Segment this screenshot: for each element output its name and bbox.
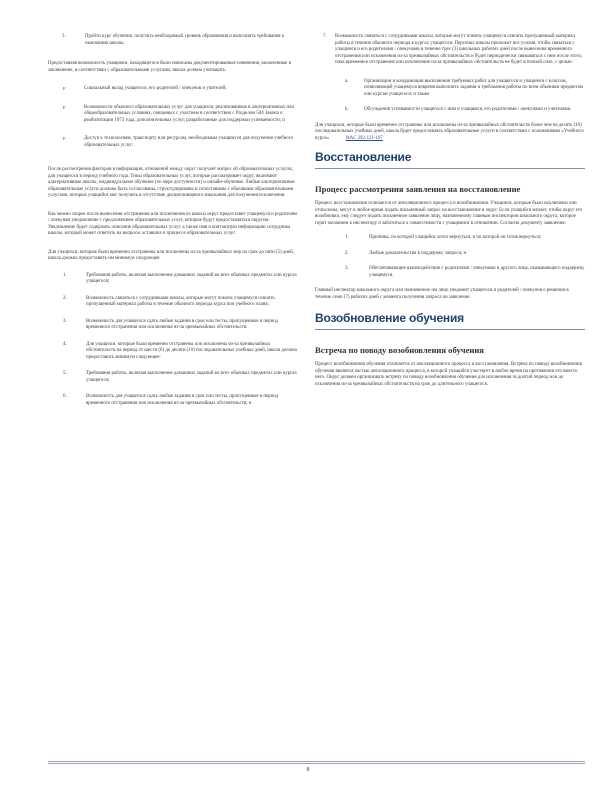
list-text: Для учащихся, которые были временно отстранены или исключены из-за чрезвычайных обстоятельств на период от шести (6) до десяти (10) последовательных учебных дней, школа должна предоставить минимум следующее: [86,341,297,360]
list-item [315,251,585,258]
list-text: Возможность для учащегося сдать любые задания в срок или тесты, пропущенные в период временного отстранения или исключения из-за чрезвычайных обстоятельств. [86,318,278,330]
bullet-item [48,86,298,93]
list-number: 3. [345,266,349,271]
list-text: Возможность для учащегося сдать любые задания в срок или тесты, пропущенные в период временного отстранения или исключения из-за чрезвычайных обстоятельств; и [86,394,278,406]
bullet-item [48,105,298,125]
paragraph [315,288,585,301]
list-letter: b. [345,107,349,112]
list-item [48,34,298,47]
bullet-mark: F [63,136,66,141]
list-number: 2. [63,295,67,301]
right-column [315,34,585,396]
list-text: Требования работы, включая выполнение домашних заданий во всех обычных предметах или курсах учащегося; [86,371,297,383]
list-number: 6. [63,394,67,399]
list-text: Требования работы, включая выполнение домашних заданий во всех обычных предметах или курсах учащегося; [86,272,297,284]
bullet-text: Доступ к технологиям, транспорту или ресурсам, необходимым учащемуся для получения учебного образовательных услуг. [84,136,294,148]
list-text: Любые доказательства в поддержку запроса; и [369,250,467,256]
paragraph [48,167,298,200]
paragraph-text: Процесс возобновления обучения отличается от апелляционного процесса и восстановления. Встреча по поводу возобновления обучения является частью апелляционного процесса, в которой учащийся участвует в любое время на протяжении его вместо него. Округ должен организовать встречу по поводу возобновления обучения для исключения за долгий период или до исключения из-за чрезвычайных обстоятельств на срок до длительного учащегося. [315,362,582,387]
list-text: Возможность связаться с сотрудниками школы, которые могут помочь учащемуся освоить пропущенный материал работы в течение обычного периода курса или учебного плана; [86,295,275,307]
list-number: 4. [63,341,67,347]
paragraph-text: Для учащихся, которые были временно отстранены или исключены из-за чрезвычайных мер на срок до пяти (5) дней, школа должна предоставить им минимум следующее: [48,249,295,261]
footer-divider [48,763,585,764]
paragraph [48,250,298,263]
paragraph-text: Как можно скорее после вынесения отстранения или исключения из школы округ предоставит учащемуся и родителям / опекунам уведомление с предложением образовательных услуг, которые будут предоставляться округом. Уведомление будет содержать описание образовательных услуг, а также имя и контактную информацию сотрудника школы, который может ответить на вопросы оставших в процессе образовательных услуг. [48,211,297,236]
bullet-item [48,136,298,149]
list-item [315,266,585,279]
list-item [48,273,298,286]
list-number: 1. [63,272,67,278]
left-column [48,34,298,416]
list-text: Пройти курс обучения, получить необходимый уровень образования и выполнить требования к окончанию школы. [85,34,285,46]
list-item [48,296,298,309]
subheading-resume-meeting: Встреча по поводу возобновления обучения [315,345,484,355]
section-heading-resume [315,311,585,330]
list-item [48,319,298,332]
list-letter: a. [345,78,349,84]
list-item [315,34,585,67]
list-item [315,235,585,242]
list-number: 3. [63,318,67,324]
sub-list-item [321,107,585,114]
list-text: Обсуждения успеваемости учащегося с ним и учащимся, его родителями / опекунами и учителями. [364,107,572,112]
paragraph [315,201,585,227]
list-number: 7. [323,34,327,39]
paragraph-text [315,123,585,143]
list-item [48,342,298,362]
paragraph [48,61,298,74]
list-text: Возможность связаться с сотрудниками школы, которые могут помочь учащемуся освоить пропущенный материал работы в течение обычного периода в курсах учащегося. Персонал школы приложит все усилия, чтобы связаться с учащимся и его родителями / опекунами в течение трех (3) школьных рабочих дней после вынесения временного отстранения или исключения из-за чрезвычайных обстоятельств и будет периодически связываться с ним после этого, пока временное отстранение или исключение из-за чрезвычайных обстоятельств не будет в полной силе, с целью: [335,34,583,65]
paragraph [315,123,585,143]
section-heading-restore: Восстановление [315,150,585,169]
paragraph-text: Главный инспектор школьного округа или назначенное им лицо уведомит учащегося и родителей / опекунов о решении в течение семи (7) рабочих дней с момента получения запроса на заявление. [315,288,569,300]
list-number: 1. [345,235,349,240]
paragraph-text: Предоставляя возможность учащимся, находящегося были написаны документированные изменения, включенные в заключение, в соответствии с образовательными услугами, школа должна учитывать: [48,61,291,73]
sub-list-item [321,79,585,99]
bullet-mark: F [63,86,66,91]
list-text: Причины, по которой учащийся хотел вернуться, и по которой он готов вернуться; [369,235,542,240]
paragraph [48,212,298,238]
footer-divider [48,761,585,762]
paragraph-body: Для учащихся, которые были временно отстранены или исключены из-за чрезвычайных обстоятельств более чем на десять (10) последовательных учебных дней, школа будет предоставлять образовательные услуги в соответствии с положениями «Учебного курса» [315,122,584,141]
list-number: 2. [345,250,349,256]
paragraph [315,362,585,388]
list-text: Организации и координации выполнения требуемых работ для учащегося и учащимся с классом, позволяющей учащемуся вовремя выполнить задания и требования работы по всем обычным предметам или курсам учащегося; и также [364,78,583,97]
list-number: 3. [62,34,66,39]
wac-reference-link[interactable]: WAC 392-121-107 [345,135,383,141]
list-number: 5. [63,371,67,376]
paragraph-text: Процесс восстановления отличается от апелляционного процесса и возобновления. Учащиеся, которые были исключены или отчислены, могут в любое время подать письменный запрос на восстановление в округ. Если учащийся желает, чтобы округ его возобновил, ему следует подать письменное заявление лицу, назначенному главным инспектором школьного округа, которое горит желанием к инспектору и заботиться о совместимости с учащимися в отношении. Согласно документу заявления: [315,201,583,226]
section-heading-resume-text: Возобновление обучения [315,311,464,325]
bullet-text: Социальный вклад учащегося, его родителей / опекунов и учителей; [84,86,227,91]
subheading-restore-process: Процесс рассмотрения заявления на восстановление [315,184,521,194]
bullet-mark: F [63,104,66,110]
list-item [48,394,298,407]
bullet-text: Возможности обычного образовательных услуг для учащихся, реализованные в альтернативных или общеобразовательных условиях, связанных с участием в соответствии с Разделом 504 Закона о реабилитации 1973 года, дополнительных услуг, разработанные для поддержки успеваемости; и [84,104,295,123]
paragraph-text: После рассмотрения факторов в информации, отношений между округ получает вопрос об образовательных услугах, для учащегося в период учебного года. Типы образовательных услуг, которые рассматривает округ, включают альтернативные школы, индивидуальное обучение (по мере доступности) и онлайн-обучение. Любые альтернативные образовательные услуги должны быть согласованы, структурированы и сопоставимы с обычными образовательными услугами, которые учащийся мог получить в отсутствие дисциплинарного взыскания для получения исключения. [48,167,295,198]
list-text: Обеспечивающие взаимодействие с родителями / опекунами и другого лица, оказывающего поддержку учащемуся. [369,266,585,278]
page-number: 8 [306,767,310,773]
list-item [48,371,298,384]
